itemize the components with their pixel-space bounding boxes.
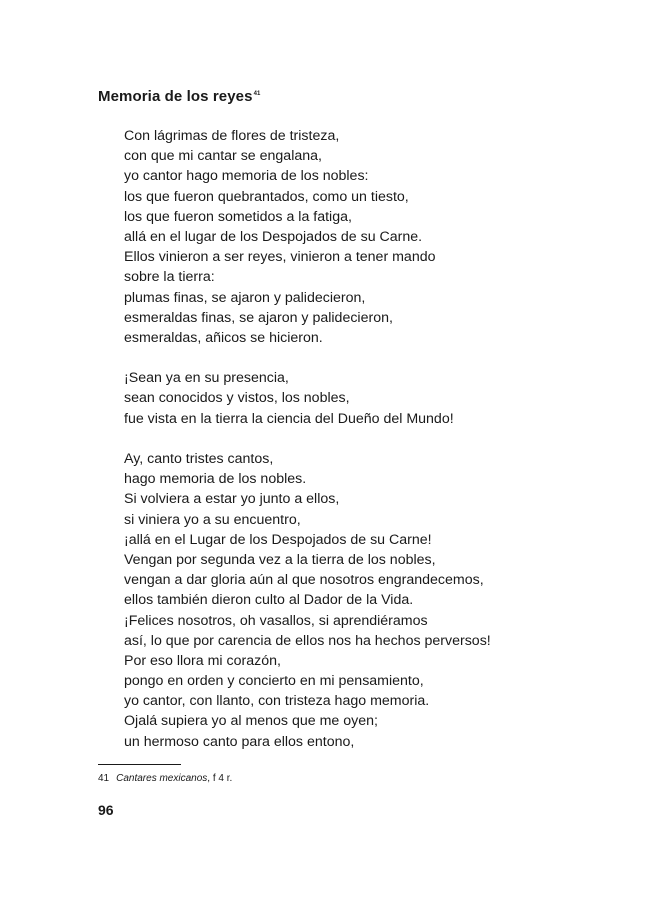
poem-line: Vengan por segunda vez a la tierra de los nobles,: [124, 551, 436, 568]
poem-line: así, lo que por carencia de ellos nos ha hechos perversos!: [124, 632, 491, 649]
footnote-reference: 41: [253, 91, 261, 97]
poem-line: allá en el lugar de los Despojados de su Carne.: [124, 228, 423, 245]
poem-title: [98, 88, 260, 105]
footnote-source-detail: , f 4 r.: [207, 773, 233, 784]
poem-line: Ellos vinieron a ser reyes, vinieron a tener mando: [124, 249, 436, 266]
poem-line: sean conocidos y vistos, los nobles,: [124, 390, 350, 407]
poem-line: yo cantor hago memoria de los nobles:: [124, 168, 369, 185]
poem-line: fue vista en la tierra la ciencia del Dueño del Mundo!: [124, 410, 454, 427]
footnote-divider: [98, 764, 181, 765]
stanza-3: [124, 449, 624, 752]
poem-body: [124, 126, 624, 772]
poem-line: un hermoso canto para ellos entono,: [124, 733, 355, 750]
poem-line: pongo en orden y concierto en mi pensamiento,: [124, 673, 424, 690]
poem-line: yo cantor, con llanto, con tristeza hago memoria.: [124, 693, 430, 710]
poem-line: los que fueron sometidos a la fatiga,: [124, 208, 352, 225]
poem-line: los que fueron quebrantados, como un tiesto,: [124, 188, 409, 205]
footnote-number: 41: [98, 773, 110, 784]
footnote: [98, 772, 232, 786]
poem-line: esmeraldas, añicos se hicieron.: [124, 329, 323, 346]
poem-line: con que mi cantar se engalana,: [124, 148, 322, 165]
poem-line: Ojalá supiera yo al menos que me oyen;: [124, 713, 378, 730]
poem-line: ¡Sean ya en su presencia,: [124, 370, 289, 387]
stanza-1: [124, 126, 624, 348]
poem-line: Por eso llora mi corazón,: [124, 652, 281, 669]
poem-line: ¡Felices nosotros, oh vasallos, si aprendiéramos: [124, 612, 428, 629]
poem-line: esmeraldas finas, se ajaron y palidecieron,: [124, 309, 393, 326]
poem-line: Si volviera a estar yo junto a ellos,: [124, 491, 340, 508]
poem-line: si viniera yo a su encuentro,: [124, 511, 301, 528]
poem-line: hago memoria de los nobles.: [124, 471, 307, 488]
footnote-source-title: Cantares mexicanos: [116, 773, 208, 784]
poem-line: sobre la tierra:: [124, 269, 215, 286]
poem-line: ¡allá en el Lugar de los Despojados de su Carne!: [124, 531, 432, 548]
poem-line: Ay, canto tristes cantos,: [124, 451, 274, 467]
poem-title-text: Memoria de los reyes: [98, 88, 253, 105]
poem-line: vengan a dar gloria aún al que nosotros engrandecemos,: [124, 572, 484, 589]
page-number: 96: [98, 802, 114, 818]
stanza-2: [124, 368, 624, 429]
poem-line: ellos también dieron culto al Dador de la Vida.: [124, 592, 414, 609]
poem-line: Con lágrimas de flores de tristeza,: [124, 128, 340, 144]
poem-line: plumas finas, se ajaron y palidecieron,: [124, 289, 366, 306]
